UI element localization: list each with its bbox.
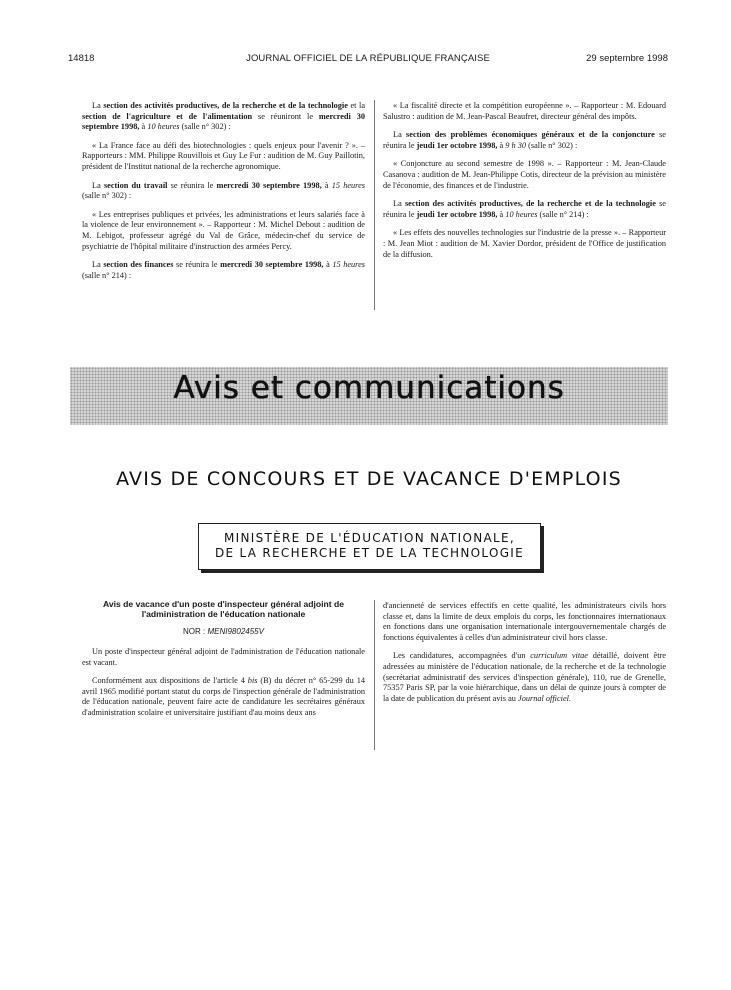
paragraph: d'ancienneté de services effectifs en cette qualité, les administrateurs civils hors classe et, dans la limite de deux emplois du corps, les fonctionnaires internationaux en fonctions dans une organisation internationale intergouvernementale chargés de fonctions équivalentes à celles d'un administrateur civil hors classe.: [383, 601, 666, 642]
paragraph: Conformément aux dispositions de l'article 4 bis (B) du décret n° 65-299 du 14 avril 1965 modifié portant statut du corps de l'inspection générale de l'administration de l'éducation nationale, peuvent faire acte de candidature les secrétaires généraux d'administration scolaire et universitaire justifiant d'au moins deux ans: [82, 676, 365, 717]
nor-code: MENI9802455V: [207, 627, 264, 636]
paragraph: La section des activités productives, de la recherche et de la technologie se réunira le jeudi 1er octobre 1998, à 10 heures (salle n° 214) :: [383, 199, 666, 219]
right-column: [383, 101, 666, 268]
left-column: [82, 101, 365, 289]
paragraph: Les candidatures, accompagnées d'un curriculum vitae détaillé, doivent être adressées au ministère de l'éducation nationale, de la recherche et de la technologie (secrétariat administratif des services d'inspection générale), 110, rue de Grenelle, 75357 Paris SP, par la voie hiérarchique, dans un délai de quinze jours à compter de la date de publication du présent avis au Journal officiel.: [383, 651, 666, 703]
notice-title: Avis de vacance d'un poste d'inspecteur général adjoint de l'administration de l'éducation nationale: [102, 599, 345, 619]
banner-title: Avis et communications: [173, 370, 565, 406]
paragraph: Un poste d'inspecteur général adjoint de l'administration de l'éducation nationale est vacant.: [82, 647, 365, 667]
paragraph: La section des activités productives, de la recherche et de la technologie et la section de l'agriculture et de l'alimentation se réuniront le mercredi 30 septembre 1998, à 10 heures (salle n° 302) :: [82, 101, 366, 132]
page-header: [68, 53, 668, 67]
paragraph: La section du travail se réunira le mercredi 30 septembre 1998, à 15 heures (salle n° 302) :: [82, 180, 366, 201]
section-heading: AVIS DE CONCOURS ET DE VACANCE D'EMPLOIS: [116, 468, 622, 490]
notice-right-column: [383, 601, 666, 712]
column-divider: [374, 100, 375, 310]
paragraph: La section des problèmes économiques généraux et de la conjoncture se réunira le jeudi 1er octobre 1998, à 9 h 30 (salle n° 302) :: [383, 130, 666, 150]
section-banner: [70, 367, 668, 425]
paragraph: La section des finances se réunira le mercredi 30 septembre 1998, à 15 heures (salle n° 214) :: [82, 260, 366, 280]
nor-reference: NOR : MENI9802455V: [183, 627, 264, 636]
paragraph: « Conjoncture au second semestre de 1998 ». – Rapporteur : M. Jean-Claude Casanova : audition de M. Jean-Philippe Cotis, directeur de la prévision au ministère de l'économie, des finances et de l'industrie.: [383, 159, 666, 190]
paragraph: « Les entreprises publiques et privées, les administrations et leurs salariés face à la violence de leur environnement ». – Rapporteur : M. Michel Debout : audition de M. Lebigot, professeur agrégé du Val de Grâce, médecin-chef du service de psychiatrie de l'hôpital militaire d'instruction des armées Percy.: [82, 209, 365, 251]
column-divider: [374, 600, 375, 750]
ministry-heading-box: [198, 523, 541, 570]
page-number: 14818: [68, 53, 95, 64]
publication-date: 29 septembre 1998: [586, 53, 668, 64]
paragraph: « Les effets des nouvelles technologies sur l'industrie de la presse ». – Rapporteur : M. Jean Miot : audition de M. Xavier Dordor, président de l'Office de justification de la diffusion.: [383, 228, 666, 259]
ministry-line-1: MINISTÈRE DE L'ÉDUCATION NATIONALE,: [224, 531, 515, 545]
notice-left-column: [82, 647, 365, 727]
paragraph: « La fiscalité directe et la compétition européenne ». – Rapporteur : M. Edouard Salustro : audition de M. Jean-Pascal Beaufret, directeur général des impôts.: [383, 101, 666, 121]
ministry-line-2: DE LA RECHERCHE ET DE LA TECHNOLOGIE: [214, 546, 525, 560]
journal-title: JOURNAL OFFICIEL DE LA RÉPUBLIQUE FRANÇAISE: [246, 53, 490, 64]
paragraph: « La France face au défi des biotechnologies : quels enjeux pour l'avenir ? ». – Rapporteurs : MM. Philippe Rouvillois et Guy Le Fur : audition de M. Guy Paillotin, président de l'Institut national de la recherche agronomique.: [82, 140, 365, 171]
